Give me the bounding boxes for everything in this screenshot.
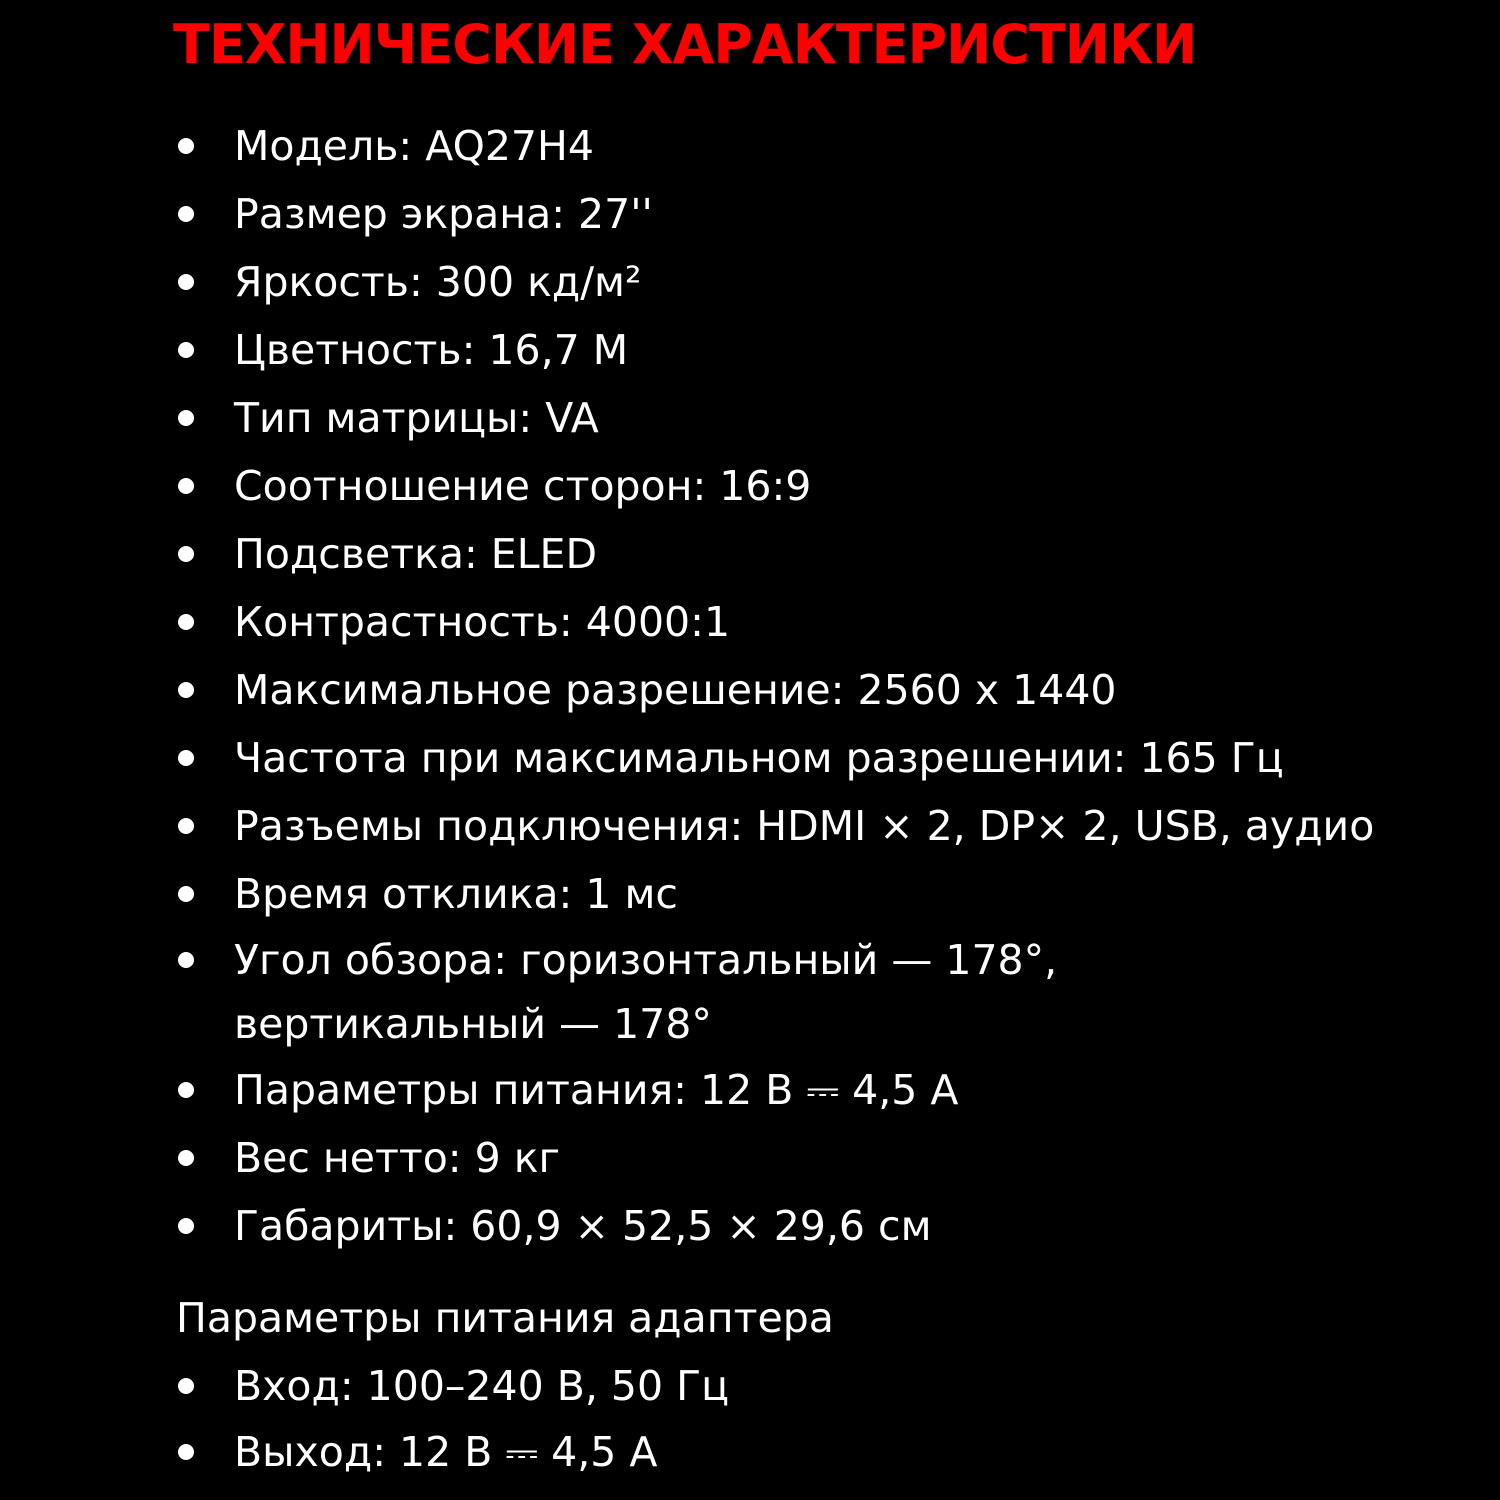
spec-text: Модель: AQ27H4 <box>234 122 594 170</box>
spec-item-response-time <box>234 862 678 926</box>
bullet-icon <box>178 750 194 766</box>
spec-item-model <box>234 114 594 178</box>
spec-text: Время отклика: 1 мс <box>234 870 678 918</box>
spec-text: Подсветка: ELED <box>234 530 598 578</box>
spec-item-matrix-type <box>234 386 599 450</box>
spec-item-screen-size <box>234 182 653 246</box>
bullet-icon <box>178 1378 194 1394</box>
spec-item-colors <box>234 318 628 382</box>
spec-item-viewing-angle <box>234 928 1057 1056</box>
spec-text: Яркость: 300 кд/м² <box>234 258 642 306</box>
bullet-icon <box>178 1150 194 1166</box>
adapter-text: Выход: 12 В ⎓ 4,5 А <box>234 1428 658 1476</box>
spec-item-brightness <box>234 250 641 314</box>
bullet-icon <box>178 138 194 154</box>
page-title: ТЕХНИЧЕСКИЕ ХАРАКТЕРИСТИКИ <box>173 13 1197 76</box>
spec-item-aspect-ratio <box>234 454 811 518</box>
spec-item-max-resolution <box>234 658 1117 722</box>
spec-text: Соотношение сторон: 16:9 <box>234 462 812 510</box>
spec-text-line2: вертикальный — 178° <box>234 1000 712 1048</box>
spec-text: Параметры питания: 12 В ⎓ 4,5 А <box>234 1066 959 1114</box>
spec-text-line1: Угол обзора: горизонтальный — 178°, <box>234 936 1058 984</box>
spec-text: Размер экрана: 27'' <box>234 190 653 238</box>
bullet-icon <box>178 206 194 222</box>
spec-text: Максимальное разрешение: 2560 x 1440 <box>234 666 1117 714</box>
adapter-item-input <box>234 1354 729 1418</box>
spec-item-contrast <box>234 590 730 654</box>
spec-text: Разъемы подключения: HDMI × 2, DP× 2, USB, аудио <box>234 802 1375 850</box>
bullet-icon <box>178 614 194 630</box>
adapter-item-output <box>234 1420 657 1484</box>
spec-item-net-weight <box>234 1126 560 1190</box>
spec-item-backlight <box>234 522 597 586</box>
bullet-icon <box>178 886 194 902</box>
bullet-icon <box>178 410 194 426</box>
spec-text: Контрастность: 4000:1 <box>234 598 731 646</box>
bullet-icon <box>178 274 194 290</box>
bullet-icon <box>178 952 194 968</box>
spec-item-power <box>234 1058 958 1122</box>
spec-item-refresh-rate <box>234 726 1284 790</box>
bullet-icon <box>178 478 194 494</box>
bullet-icon <box>178 546 194 562</box>
bullet-icon <box>178 1082 194 1098</box>
spec-text: Вес нетто: 9 кг <box>234 1134 561 1182</box>
bullet-icon <box>178 1218 194 1234</box>
spec-text: Габариты: 60,9 × 52,5 × 29,6 см <box>234 1202 932 1250</box>
spec-text: Частота при максимальном разрешении: 165 Гц <box>234 734 1284 782</box>
bullet-icon <box>178 1444 194 1460</box>
spec-item-connectors <box>234 794 1374 858</box>
bullet-icon <box>178 682 194 698</box>
bullet-icon <box>178 818 194 834</box>
spec-text: Цветность: 16,7 M <box>234 326 629 374</box>
adapter-heading: Параметры питания адаптера <box>176 1294 834 1342</box>
bullet-icon <box>178 342 194 358</box>
adapter-text: Вход: 100–240 В, 50 Гц <box>234 1362 730 1410</box>
spec-item-dimensions <box>234 1194 932 1258</box>
spec-text: Тип матрицы: VA <box>234 394 599 442</box>
